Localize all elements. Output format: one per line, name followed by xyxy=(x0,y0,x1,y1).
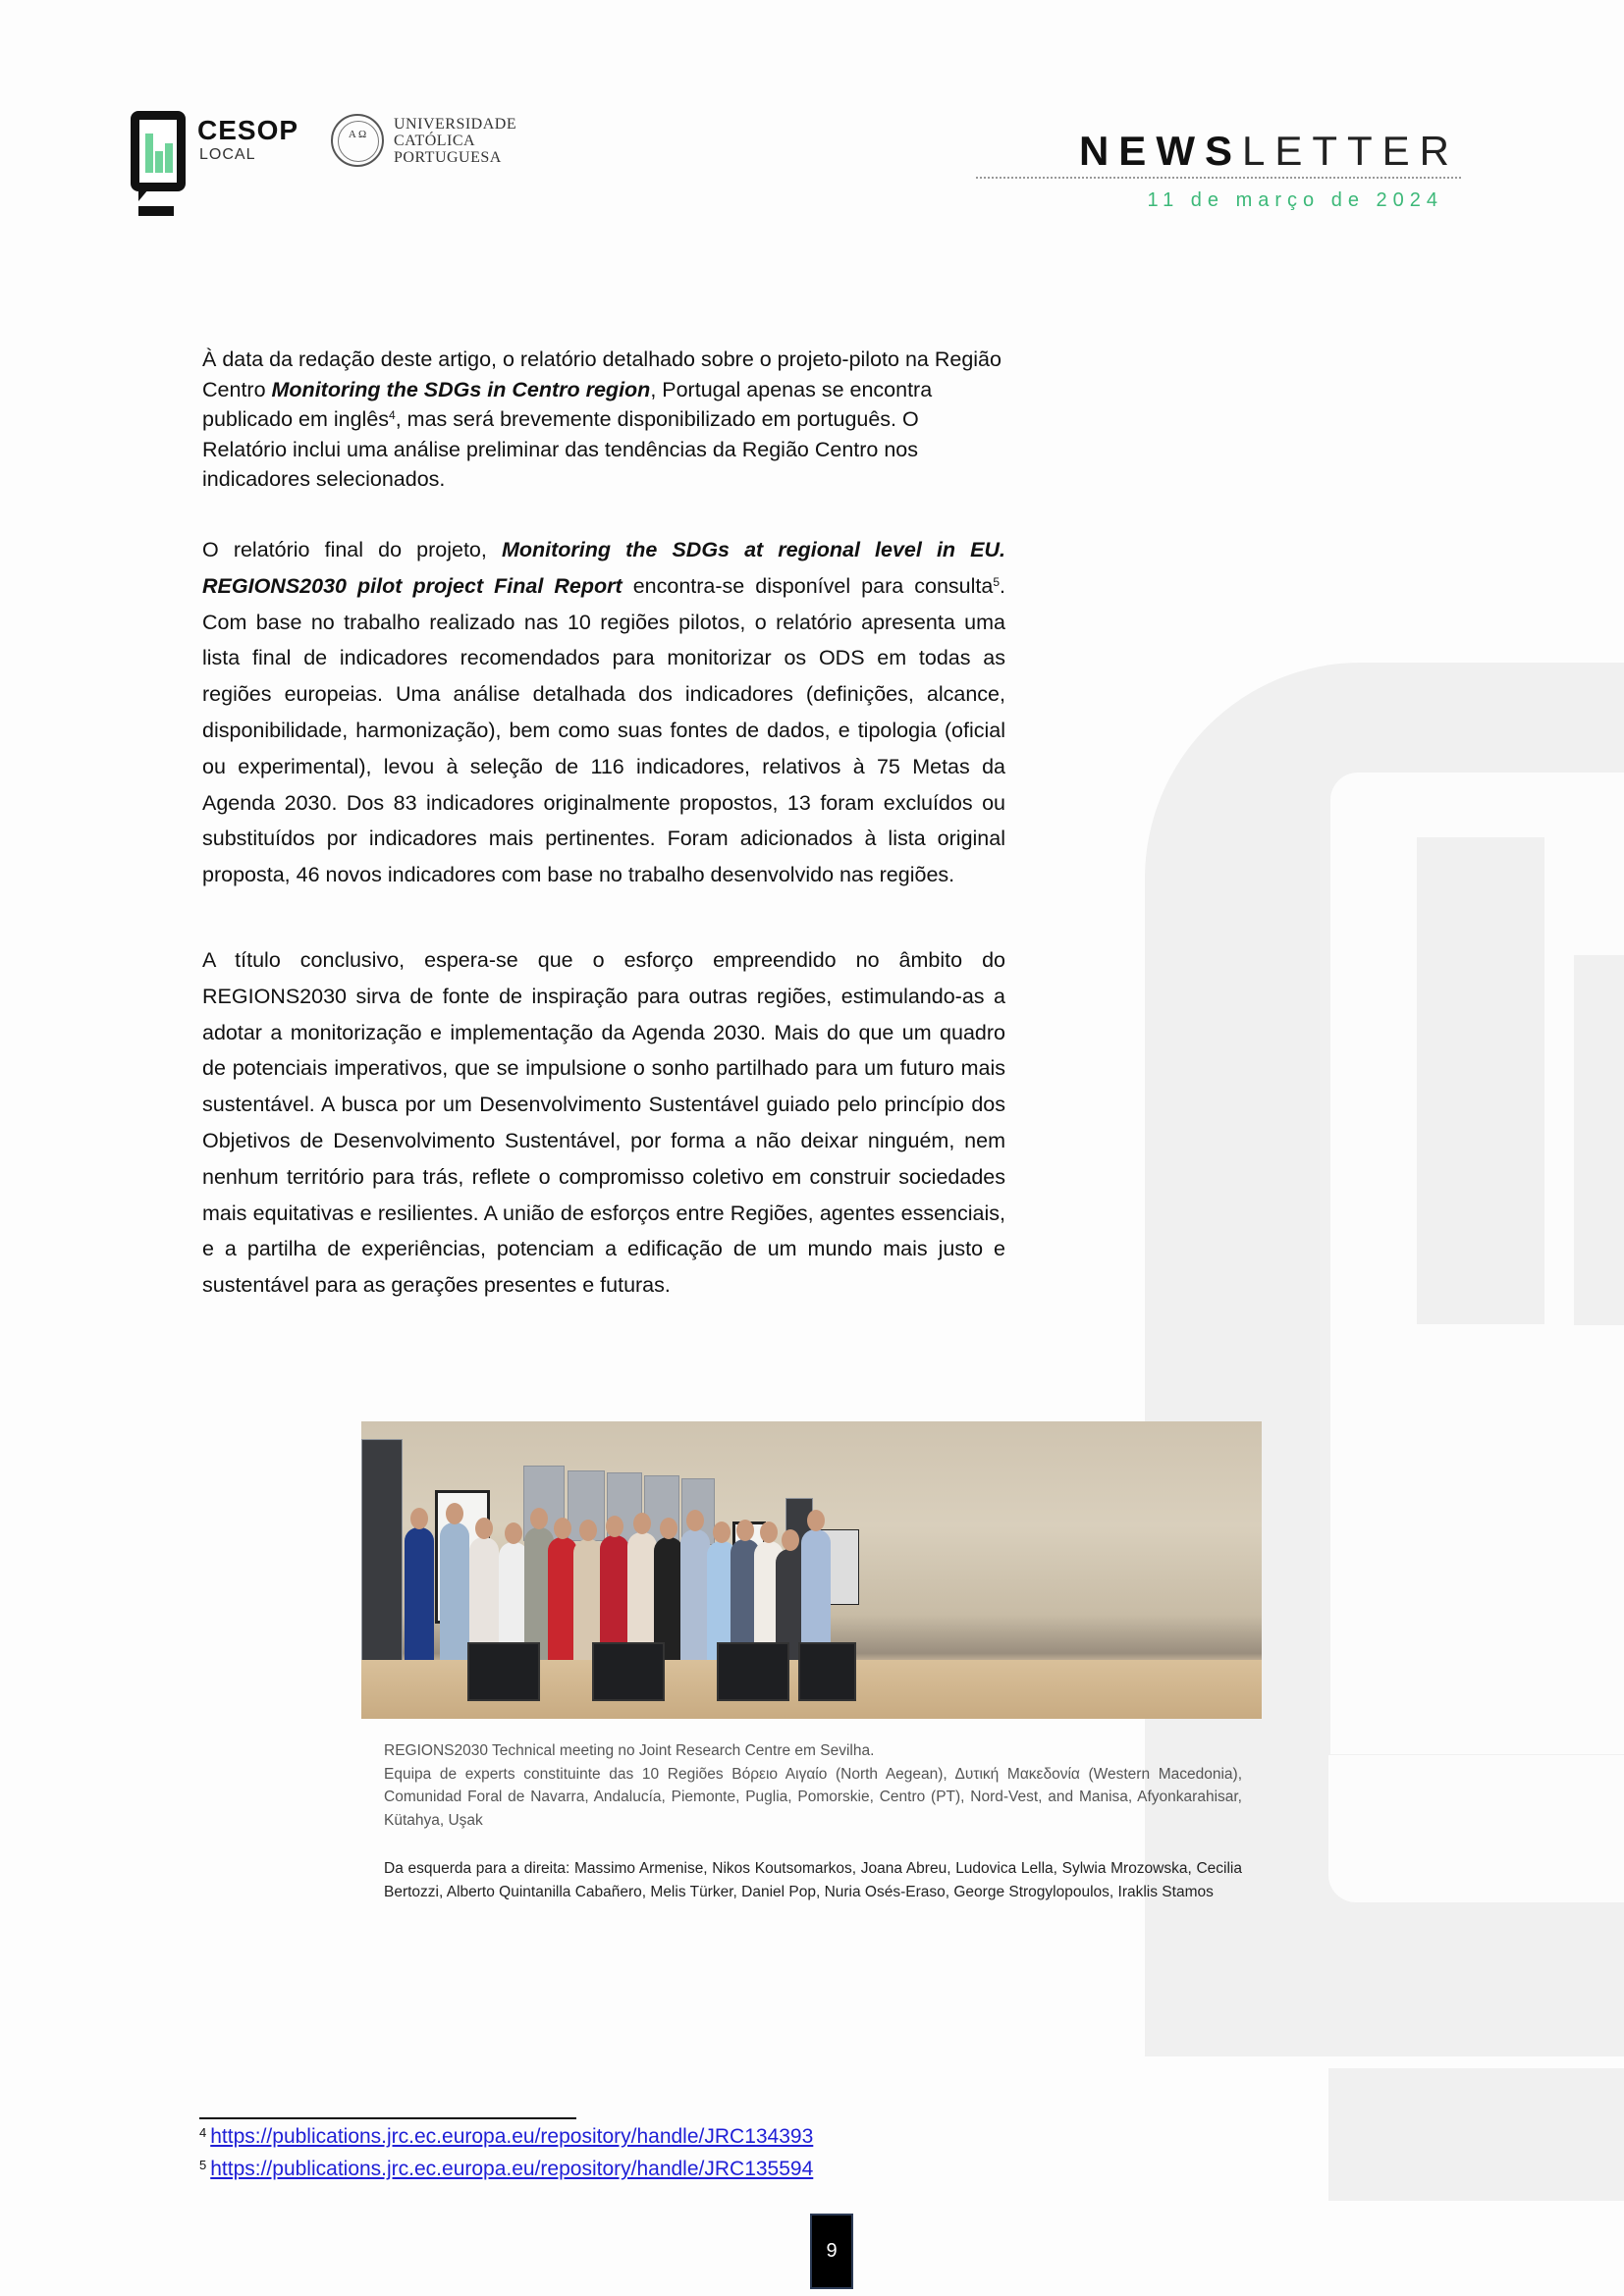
footnote-4: $^4$ https://publications.jrc.ec.europa.eu/repository/handle/JRC134393 xyxy=(199,2125,814,2148)
photo-caption: REGIONS2030 Technical meeting no Joint Research Centre em Sevilha. Equipa de experts constituinte das 10 Regiões Βόρειο Αιγαίο (North Aegean), Δυτική Μακεδονία (Western Macedonia), Comunidad Foral de Navarra, Andalucía, Piemonte, Puglia, Pomorskie, Centro (PT), Nord-Vest, and Manisa, Afyonkarahisar, Kütahya, Uşak xyxy=(384,1742,1242,1829)
cesop-subtitle: LOCAL xyxy=(199,146,256,163)
newsletter-date: 11 de março de 2024 xyxy=(1147,189,1443,211)
watermark-logo-bottom xyxy=(1328,1755,1624,1902)
photo-caption-names: Da esquerda para a direita: Massimo Armenise, Nikos Koutsomarkos, Joana Abreu, Ludovica Lella, Sylwia Mrozowska, Cecilia Bertozzi, Alberto Quintanilla Cabañero, Melis Türker, Daniel Pop, Nuria Osés-Eraso, George Strogylopoulos, Iraklis Stamos xyxy=(384,1860,1242,1900)
footnote-5: $^5$ https://publications.jrc.ec.europa.eu/repository/handle/JRC135594 xyxy=(199,2158,814,2180)
cesop-name: CESOP xyxy=(197,115,299,145)
chart-bubble-icon xyxy=(131,111,186,191)
university-seal-icon: A Ω xyxy=(331,114,384,167)
page-number: 9 xyxy=(810,2214,853,2289)
paragraph-report-centro: À data da redação deste artigo, o relatório detalhado sobre o projeto-piloto na Região Centro Monitoring the SDGs in Centro region, Portugal apenas se encontra publicado em inglês$^4$, mas será brevemente disponibilizado em português. O Relatório inclui uma análise preliminar das tendências da Região Centro nos indicadores selecionados. xyxy=(202,347,1001,491)
newsletter-title: NEWSLETTER xyxy=(1078,128,1459,174)
footnote-separator xyxy=(199,2117,576,2119)
watermark-bar xyxy=(1417,837,1544,1324)
ucp-name: UNIVERSIDADE CATÓLICA PORTUGUESA xyxy=(394,116,517,166)
footnote-4-link[interactable]: https://publications.jrc.ec.europa.eu/repository/handle/JRC134393 xyxy=(210,2125,814,2148)
watermark-base xyxy=(1328,2068,1624,2201)
header-dotted-rule xyxy=(976,177,1461,179)
paragraph-final-report: O relatório final do projeto, Monitoring the SDGs at regional level in EU. REGIONS2030 pilot project Final Report encontra-se disponível para consulta$^5$. Com base no trabalho realizado nas 10 regiões pilotos, o relatório apresenta uma lista final de indicadores recomendados para monitorizar os ODS em todas as regiões europeias. Uma análise detalhada dos indicadores (definições, alcance, disponibilidade, harmonização), bem como suas fontes de dados, e tipologia (oficial ou experimental), levou à seleção de 116 indicadores, relativos à 75 Metas da Agenda 2030. Dos 83 indicadores originalmente propostos, 13 foram excluídos ou substituídos por indicadores mais pertinentes. Foram adicionados à lista original proposta, 46 novos indicadores com base no trabalho desenvolvido nas regiões. xyxy=(202,538,1005,887)
watermark-bar xyxy=(1574,955,1624,1325)
footnote-ref-5[interactable]: 5 xyxy=(993,574,1001,589)
footnote-ref-4[interactable]: 4 xyxy=(389,408,396,422)
group-photo xyxy=(361,1421,1262,1719)
paragraph-conclusion: A título conclusivo, espera-se que o esforço empreendido no âmbito do REGIONS2030 sirva de fonte de inspiração para outras regiões, estimulando-as a adotar a monitorização e implementação da Agenda 2030. Mais do que um quadro de potenciais imperativos, que se impulsione o sonho partilhado para um futuro mais sustentável. A busca por um Desenvolvimento Sustentável guiado pelo princípio dos Objetivos de Desenvolvimento Sustentável, por forma a não deixar ninguém, nem nenhum território para trás, reflete o compromisso coletivo em construir sociedades mais equitativas e resilientes. A união de esforços entre Regiões, agentes essenciais, e a partilha de experiências, potenciam a edificação de um mundo mais justo e sustentável para as gerações presentes e futuras. xyxy=(202,948,1005,1298)
footnote-5-link[interactable]: https://publications.jrc.ec.europa.eu/repository/handle/JRC135594 xyxy=(210,2158,814,2180)
watermark-gap xyxy=(1145,2056,1328,2296)
